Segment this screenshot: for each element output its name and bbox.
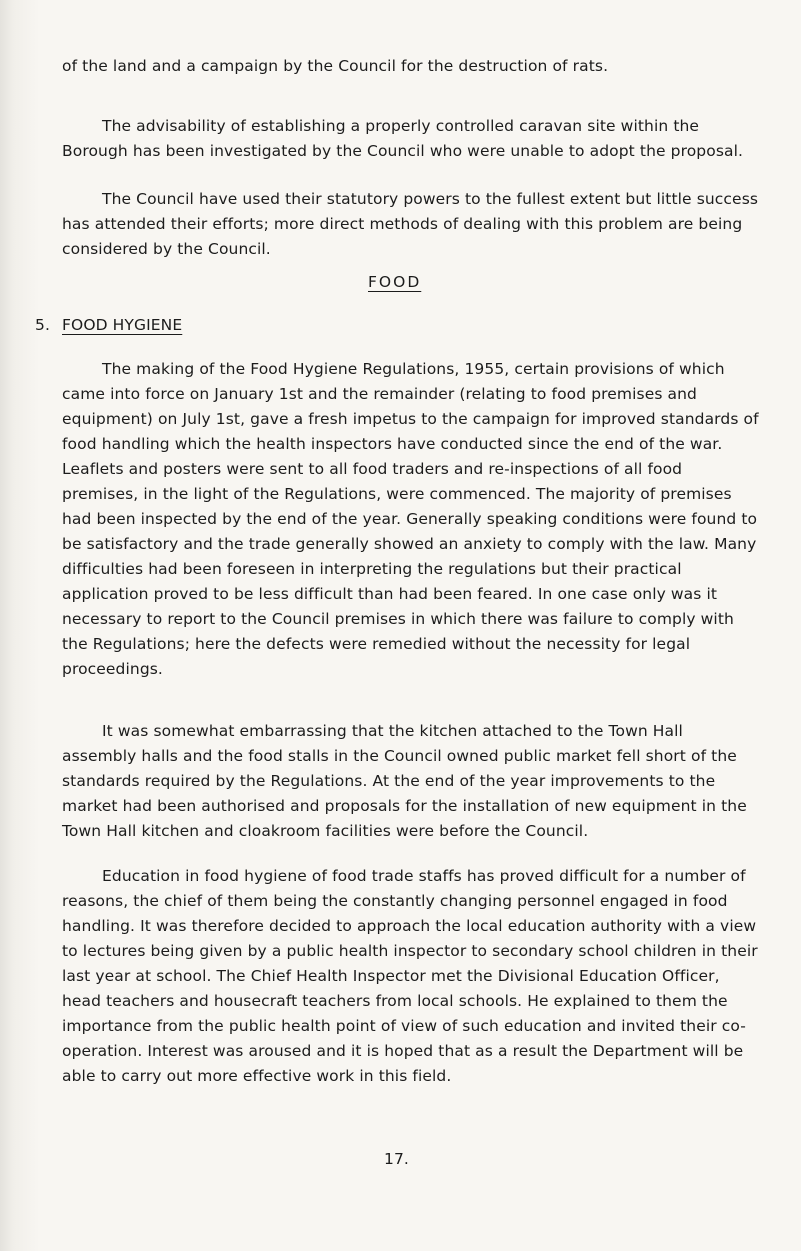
heading-number: 5. bbox=[35, 316, 50, 334]
paragraph-town-hall-kitchen: It was somewhat embarrassing that the kitchen attached to the Town Hall assembly halls and the food stalls in the Council owned public market fell short of the standards required by the Regulations. At the end of the year improvements to the market had been authorised and proposals for the installation of new equipment in the Town Hall kitchen and cloakroom facilities were before the Council. bbox=[62, 722, 747, 840]
paragraph-food-hygiene-regulations: The making of the Food Hygiene Regulations, 1955, certain provisions of which came into force on January 1st and the remainder (relating to food premises and equipment) on July 1st, gave a fresh impetus to the campaign for improved standards of food handling which the health inspectors have conducted since the end of the war. Leaflets and posters were sent to all food traders and re-inspections of all food premises, in the light of the Regulations, were commenced. The majority of premises had been inspected by the end of the year. Generally speaking conditions were found to be satisfactory and the trade generally showed an anxiety to comply with the law. Many difficulties had been foreseen in interpreting the regulations but their practical application proved to be less difficult than had been feared. In one case only was it necessary to report to the Council premises in which there was failure to comply with the Regulations; here the defects were remedied without the necessity for legal proceedings. bbox=[62, 360, 759, 678]
paragraph-rats-campaign: of the land and a campaign by the Council for the destruction of rats. bbox=[62, 57, 609, 75]
heading-food-hygiene: FOOD HYGIENE bbox=[62, 316, 183, 334]
page-number: 17. bbox=[384, 1150, 409, 1168]
paragraph-statutory-powers: The Council have used their statutory powers to the fullest extent but little success has attended their efforts; more direct methods of dealing with this problem are being considered by the Council. bbox=[62, 190, 759, 258]
paragraph-education-food-hygiene: Education in food hygiene of food trade staffs has proved difficult for a number of reasons, the chief of them being the constantly changing personnel engaged in food handling. It was therefore decided to approach the local education authority with a view to lectures being given by a public health inspector to secondary school children in their last year at school. The Chief Health Inspector met the Divisional Education Officer, head teachers and housecraft teachers from local schools. He explained to them the importance from the public health point of view of such education and invited their co-operation. Interest was aroused and it is hoped that as a result the Department will be able to carry out more effective work in this field. bbox=[62, 867, 758, 1085]
paragraph-caravan-site: The advisability of establishing a properly controlled caravan site within the Borough has been investigated by the Council who were unable to adopt the proposal. bbox=[62, 117, 744, 160]
section-title-food: FOOD bbox=[368, 273, 422, 291]
